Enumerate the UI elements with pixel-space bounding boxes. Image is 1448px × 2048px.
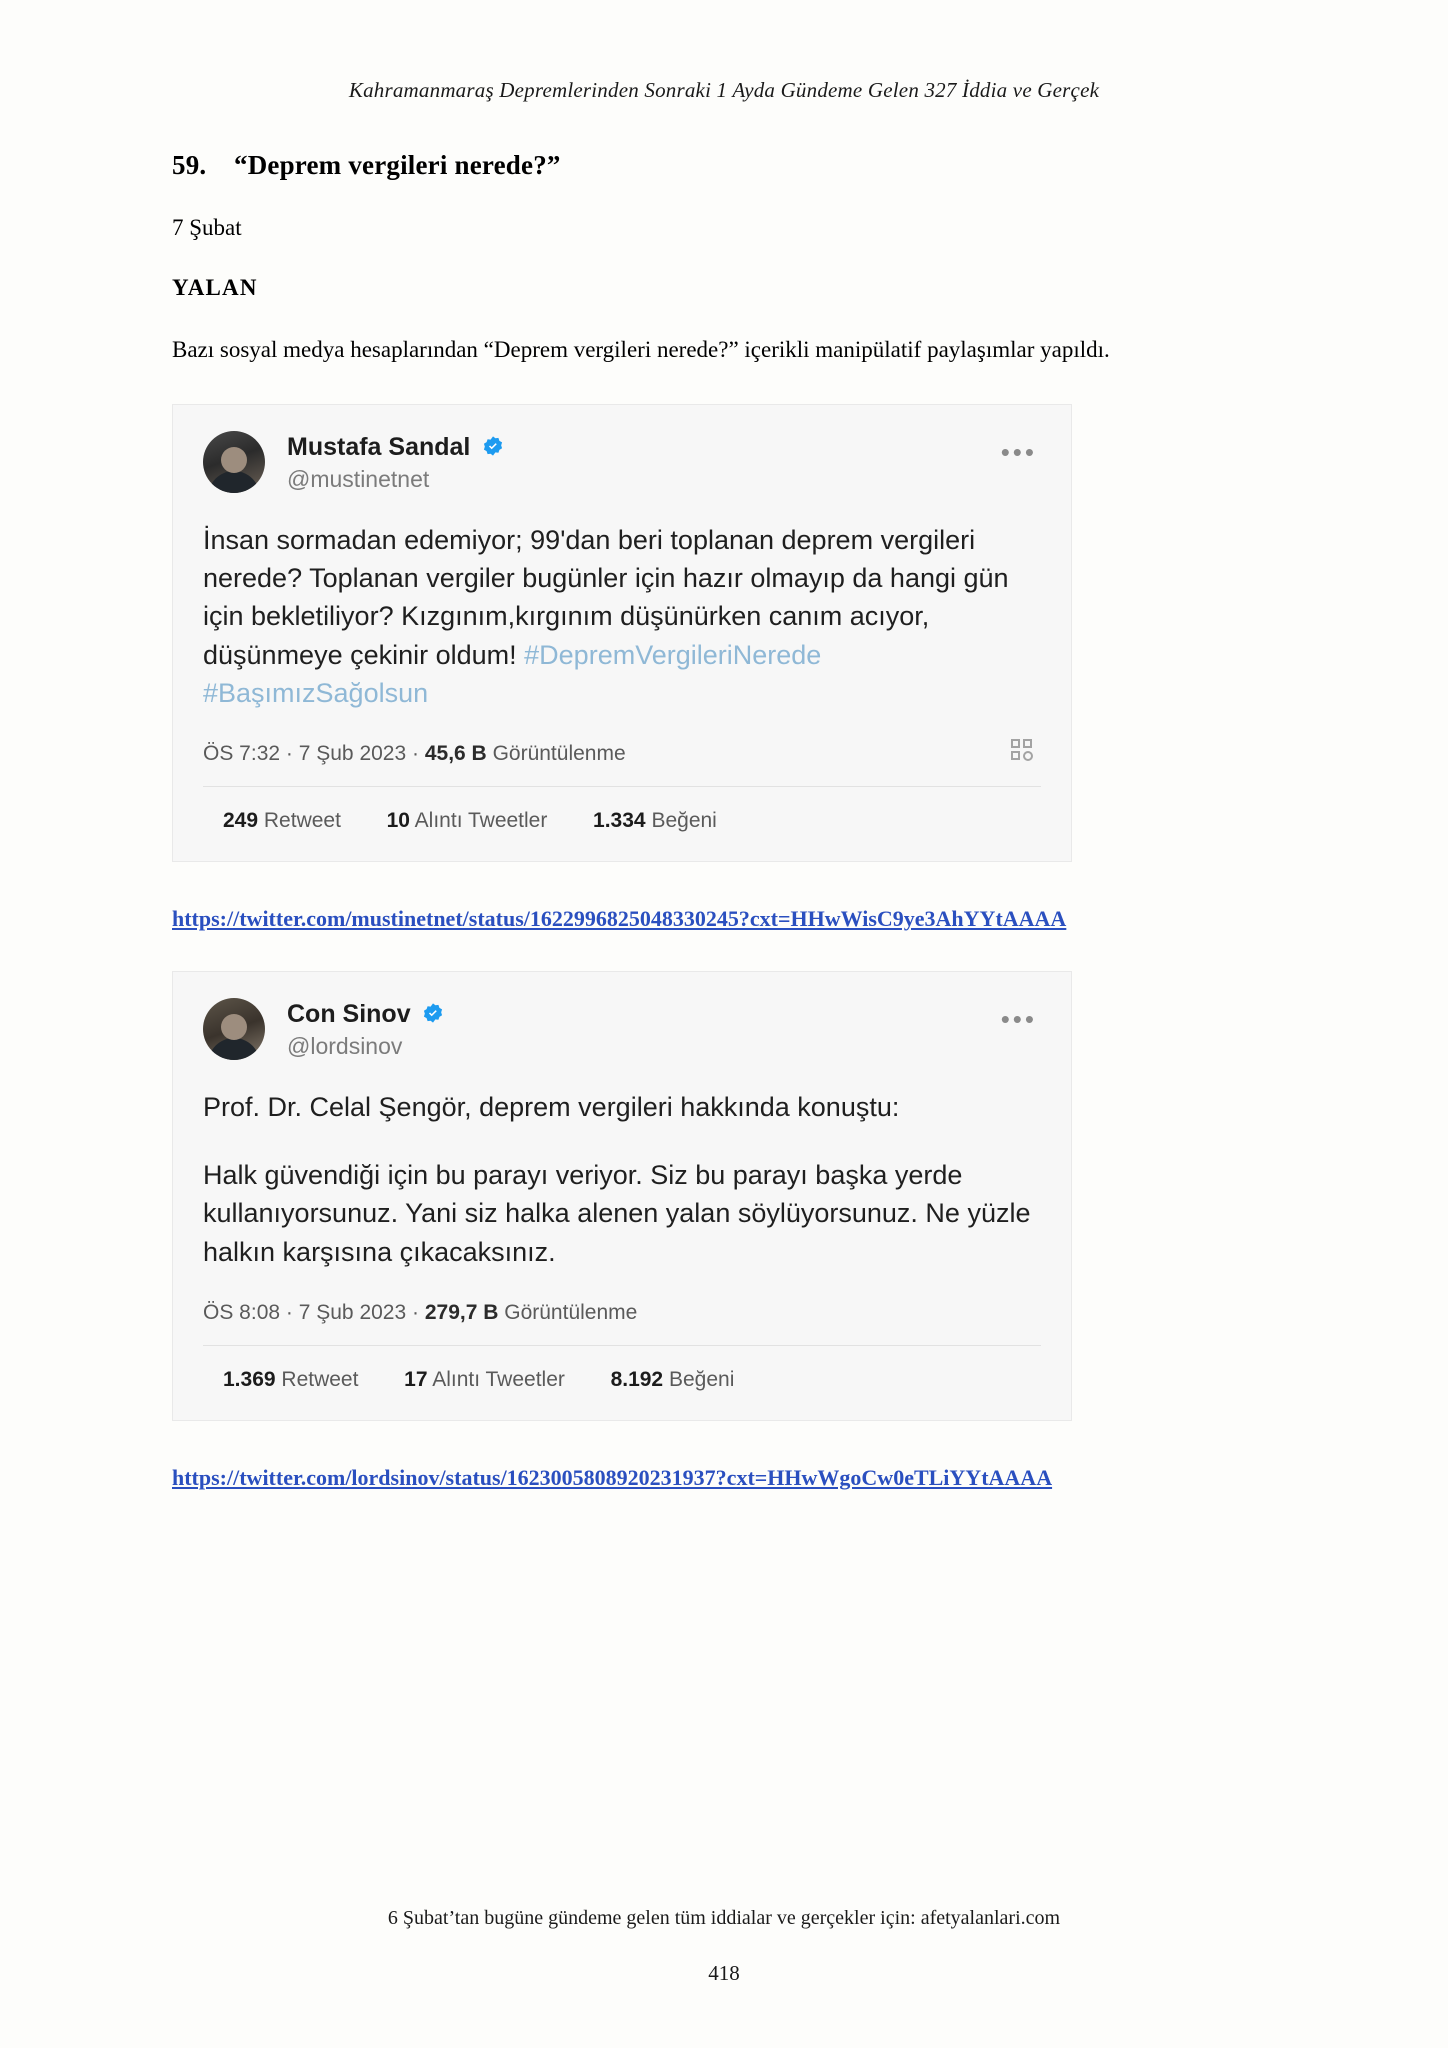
verified-badge-icon <box>482 435 504 457</box>
analytics-icon[interactable] <box>1011 738 1037 762</box>
page-content <box>172 140 1276 1494</box>
page-number: 418 <box>708 1961 740 1985</box>
footer-note: 6 Şubat’tan bugüne gündeme gelen tüm iddialar ve gerçekler için: afetyalanlari.com <box>387 1907 1061 1929</box>
avatar <box>203 998 265 1060</box>
section-title-text: “Deprem vergileri nerede?” <box>234 150 561 180</box>
section-heading <box>172 140 1276 181</box>
tweet-text-secondary: Halk güvendiği için bu parayı veriyor. Siz bu parayı başka yerde kullanıyorsunuz. Yani siz halka alenen yalan söylüyorsunuz. Ne yüzle halkın karşısına çıkacaksınız. <box>203 1160 1038 1267</box>
tweet-time: ÖS 7:32 <box>203 742 281 766</box>
tweet-meta <box>203 742 1041 787</box>
quote-label: Alıntı Tweetler <box>414 809 548 833</box>
verdict-label: YALAN <box>172 275 258 300</box>
tweet-stats <box>203 1346 1041 1410</box>
tweet-card <box>172 404 1072 862</box>
meta-sep: · <box>285 1301 299 1325</box>
tweet-date: 7 Şub 2023 <box>298 1301 407 1325</box>
like-label: Beğeni <box>668 1368 735 1392</box>
tweet-header <box>203 431 1041 494</box>
retweet-count: 249 <box>223 809 259 833</box>
like-label: Beğeni <box>651 809 717 833</box>
quote-label: Alıntı Tweetler <box>432 1368 565 1392</box>
tweet-author-handle: @lordsinov <box>287 1033 403 1060</box>
meta-sep: · <box>285 742 299 766</box>
tweet-author-handle: @mustinetnet <box>287 466 430 493</box>
tweet-stats <box>203 787 1041 851</box>
retweet-label: Retweet <box>281 1368 359 1392</box>
tweet-text: Prof. Dr. Celal Şengör, deprem vergileri hakkında konuştu: <box>203 1091 900 1122</box>
like-count: 1.334 <box>593 809 646 833</box>
tweet-source-link[interactable]: https://twitter.com/lordsinov/status/1623005808920231937?cxt=HHwWgoCw0eTLiYYtAAAA <box>172 1465 1053 1491</box>
tweet-text-main: İnsan sormadan edemiyor; 99'dan beri toplanan deprem vergileri nerede? Toplanan vergiler bugünler için hazır olmayıp da hangi gün için bekletiliyor? Kızgınım,kırgınım düşünürken canım acıyor, düşünmeye çekinir oldum! <box>203 524 1017 670</box>
tweet-author-block <box>287 998 444 1061</box>
like-count: 8.192 <box>610 1368 664 1392</box>
quote-count: 17 <box>404 1368 428 1392</box>
tweet-view-count: 279,7 B <box>424 1301 499 1325</box>
more-options-icon[interactable]: ••• <box>1000 1004 1037 1035</box>
tweet-view-count: 45,6 B <box>424 742 487 766</box>
retweet-label: Retweet <box>263 809 341 833</box>
tweet-time: ÖS 8:08 <box>203 1301 281 1325</box>
tweet-card <box>172 971 1072 1421</box>
quote-count: 10 <box>386 809 410 833</box>
tweet-author-block <box>287 431 504 494</box>
tweet-author-name: Con Sinov <box>287 1000 411 1029</box>
meta-sep-2: · <box>412 742 425 766</box>
meta-sep-2: · <box>412 1301 425 1325</box>
tweet-hashtags[interactable]: #DepremVergileriNerede #BaşımızSağolsun <box>203 639 829 708</box>
section-number: 59. <box>172 150 207 180</box>
tweet-views-label: Görüntülenme <box>492 742 626 766</box>
section-paragraph: Bazı sosyal medya hesaplarından “Deprem vergileri nerede?” içerikli manipülatif paylaşımlar yapıldı. <box>172 337 1110 362</box>
tweet-views-label: Görüntülenme <box>504 1301 638 1325</box>
more-options-icon[interactable]: ••• <box>1000 437 1037 468</box>
running-header: Kahramanmaraş Depremlerinden Sonraki 1 Ayda Gündeme Gelen 327 İddia ve Gerçek <box>348 78 1100 102</box>
tweet-author-name: Mustafa Sandal <box>287 433 471 462</box>
tweet-header <box>203 998 1041 1061</box>
tweet-source-link[interactable]: https://twitter.com/mustinetnet/status/1622996825048330245?cxt=HHwWisC9ye3AhYYtAAAA <box>172 906 1067 932</box>
tweet-text <box>203 521 1041 713</box>
section-date: 7 Şubat <box>172 215 242 240</box>
retweet-count: 1.369 <box>223 1368 276 1392</box>
tweet-date: 7 Şub 2023 <box>298 742 407 766</box>
tweet-meta <box>203 1301 1041 1346</box>
avatar <box>203 431 265 493</box>
verified-badge-icon <box>422 1002 444 1024</box>
